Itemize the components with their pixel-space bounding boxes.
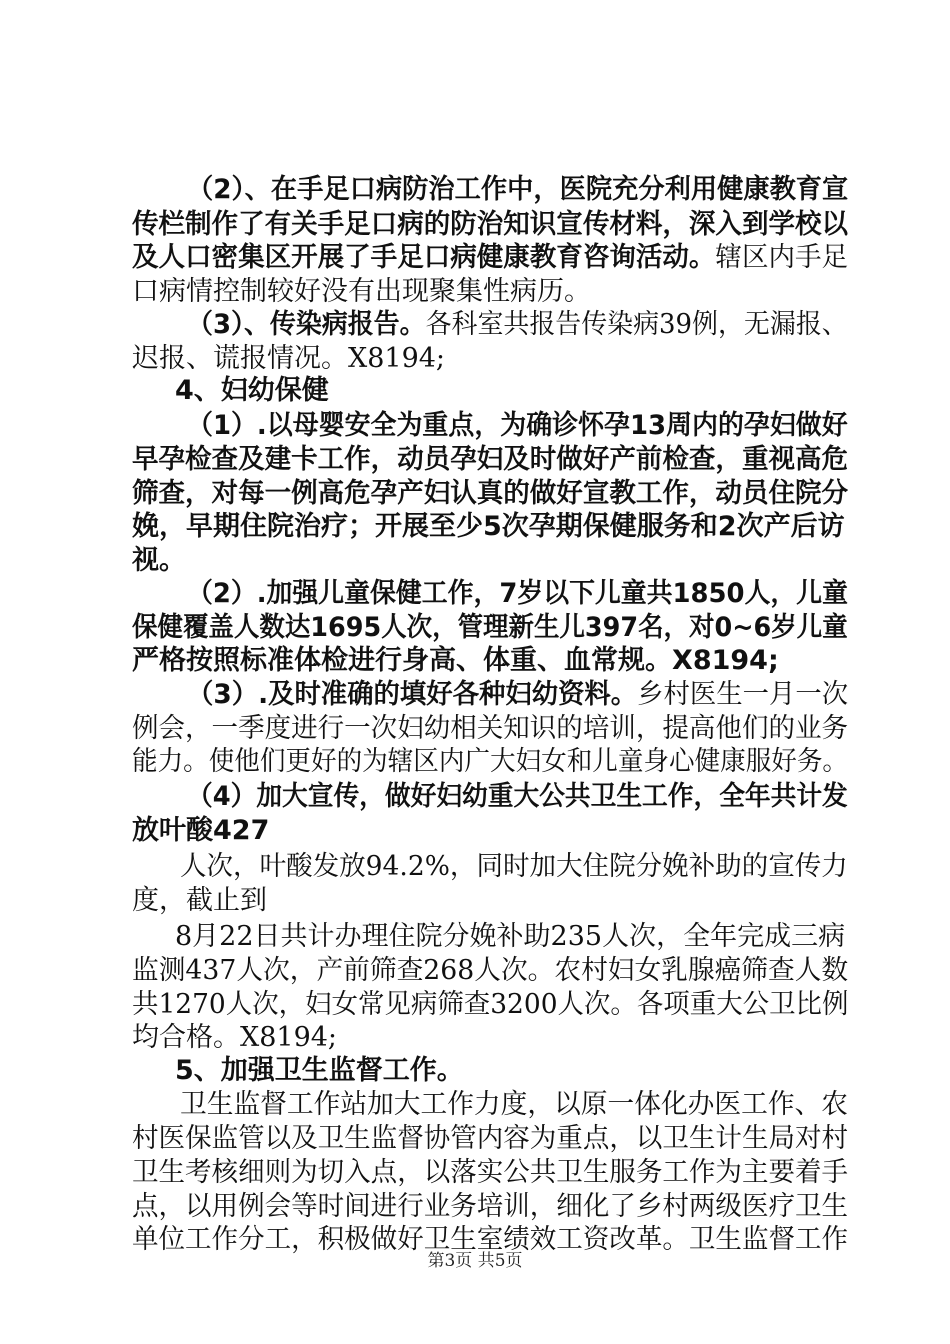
line-text: 5、加强卫生监督工作。 — [175, 1055, 464, 1086]
paragraph-line — [132, 1190, 848, 1224]
paragraph-line — [132, 208, 848, 242]
line-text: 及人口密集区开展了手足口病健康教育咨询活动。 — [132, 242, 716, 273]
paragraph-line — [132, 275, 591, 309]
paragraph-line — [132, 1122, 848, 1156]
line-text: 娩，早期住院治疗；开展至少5次孕期保健服务和2次产后访 — [132, 511, 845, 542]
section-heading — [175, 374, 329, 408]
line-text: 共1270人次，妇女常见病筛查3200人次。各项重大公卫比例 — [132, 989, 849, 1020]
line-text: 卫生考核细则为切入点，以落实公共卫生服务工作为主要着手 — [132, 1157, 849, 1188]
line-text: 卫生监督工作站加大工作力度，以原一体化办医工作、农 — [180, 1089, 848, 1120]
paragraph-line — [132, 814, 269, 848]
paragraph-line — [132, 611, 848, 645]
paragraph-line — [132, 644, 779, 678]
paragraph-line — [187, 409, 848, 443]
paragraph-line — [187, 577, 848, 611]
line-text: （4）加大宣传，做好妇幼重大公共卫生工作，全年共计发 — [187, 781, 848, 812]
paragraph-line — [132, 1021, 337, 1055]
paragraph-line — [132, 1156, 848, 1190]
line-text: 均合格。X8194; — [132, 1022, 338, 1053]
line-text: 例会，一季度进行一次妇幼相关知识的培训，提高他们的业务 — [132, 713, 849, 744]
paragraph-line — [132, 712, 848, 746]
line-text: 放叶酸427 — [132, 815, 270, 846]
line-text: （1）.以母婴安全为重点，为确诊怀孕13周内的孕妇做好 — [187, 410, 848, 441]
paragraph-line — [187, 308, 848, 342]
line-text: 乡村医生一月一次 — [637, 679, 849, 710]
page-number: 第3页 共5页 — [427, 1251, 523, 1271]
line-text: 视。 — [132, 545, 186, 576]
paragraph-line — [132, 988, 848, 1022]
paragraph-line — [132, 443, 848, 477]
paragraph-line — [132, 884, 267, 918]
line-text: 8月22日共计办理住院分娩补助235人次，全年完成三病 — [175, 921, 846, 952]
paragraph-line — [132, 342, 445, 376]
line-text: 口病情控制较好没有出现聚集性病历。 — [132, 276, 591, 307]
paragraph-line — [132, 510, 845, 544]
paragraph-line — [187, 173, 848, 207]
line-text: 单位工作分工，积极做好卫生室绩效工资改革。卫生监督工作 — [132, 1224, 849, 1255]
line-text: 点，以用例会等时间进行业务培训，细化了乡村两级医疗卫生 — [132, 1191, 849, 1222]
line-text: 度，截止到 — [132, 885, 267, 916]
line-text: 各科室共报告传染病39例，无漏报、 — [425, 309, 848, 340]
line-text: （3）、传染病报告。 — [187, 309, 426, 340]
line-text: 迟报、谎报情况。X8194; — [132, 343, 446, 374]
paragraph-line — [132, 241, 848, 275]
paragraph-line — [187, 678, 848, 712]
paragraph-line — [187, 780, 848, 814]
line-text: 村医保监管以及卫生监督协管内容为重点，以卫生计生局对村 — [132, 1123, 849, 1154]
line-text: 4、妇幼保健 — [175, 375, 329, 406]
line-text: 严格按照标准体检进行身高、体重、血常规。X8194; — [132, 645, 779, 676]
line-text: 传栏制作了有关手足口病的防治知识宣传材料，深入到学校以 — [132, 209, 849, 240]
paragraph-line — [132, 477, 848, 511]
line-text: 保健覆盖人数达1695人次，管理新生儿397名，对0~6岁儿童 — [132, 612, 848, 643]
line-text: 早孕检查及建卡工作，动员孕妇及时做好产前检查，重视高危 — [132, 444, 849, 475]
paragraph-line — [132, 954, 848, 988]
line-text: （2）.加强儿童保健工作，7岁以下儿童共1850人，儿童 — [187, 578, 849, 609]
line-text: 能力。使他们更好的为辖区内广大妇女和儿童身心健康服好务。 — [132, 746, 849, 777]
section-heading — [175, 1054, 464, 1088]
paragraph-line — [180, 1088, 848, 1122]
paragraph-line — [132, 745, 848, 779]
line-text: 人次，叶酸发放94.2%，同时加大住院分娩补助的宣传力 — [180, 851, 848, 882]
line-text: 辖区内手足 — [715, 242, 849, 273]
paragraph-line — [175, 920, 845, 954]
line-text: （3）.及时准确的填好各种妇幼资料。 — [187, 679, 638, 710]
page-footer — [0, 1250, 950, 1272]
line-text: （2）、在手足口病防治工作中，医院充分利用健康教育宣 — [187, 174, 849, 205]
paragraph-line — [132, 544, 186, 578]
line-text: 筛查，对每一例高危孕产妇认真的做好宣教工作，动员住院分 — [132, 478, 849, 509]
paragraph-line — [180, 850, 848, 884]
line-text: 监测437人次，产前筛查268人次。农村妇女乳腺癌筛查人数 — [132, 955, 849, 986]
